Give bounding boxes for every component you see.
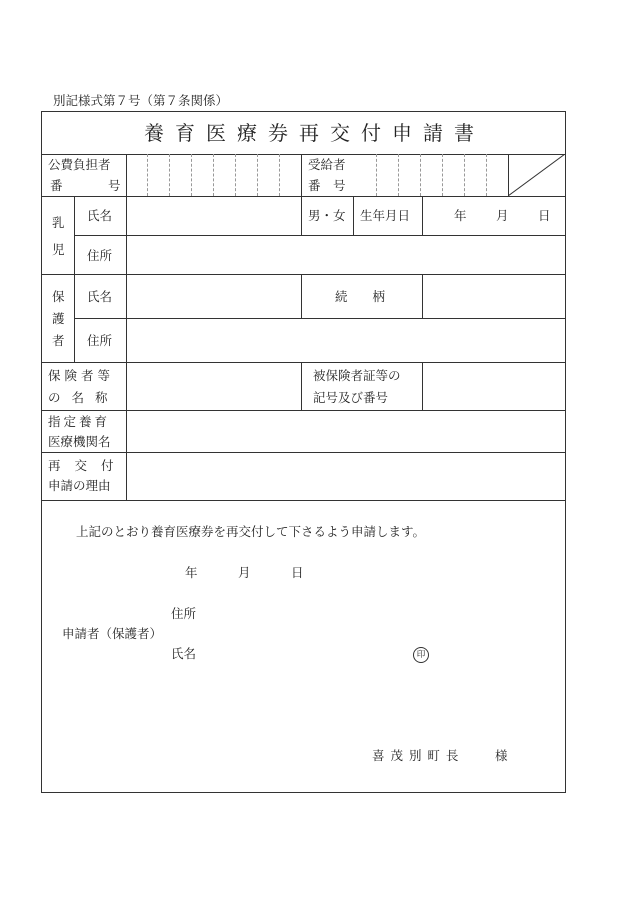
- applicant-address-label: 住所: [171, 606, 197, 621]
- insurance-cert-field[interactable]: [426, 366, 560, 406]
- guardian-label-1: 保: [52, 289, 65, 304]
- insurer-name-field[interactable]: [130, 366, 298, 406]
- infant-birthdate-label: 生年月日: [360, 208, 411, 223]
- seal-mark: [413, 645, 429, 663]
- form-line: [301, 274, 302, 318]
- form-line: [126, 154, 127, 500]
- public-burden-label-right: 号: [108, 178, 121, 193]
- birth-day-label: 日: [538, 208, 551, 223]
- form-line: [301, 362, 302, 410]
- application-statement: 上記のとおり養育医療券を再交付して下さるよう申請します。: [76, 524, 426, 539]
- digit-divider: [420, 154, 421, 196]
- guardian-name-label: 氏名: [87, 289, 113, 304]
- page-title: 養育医療券再交付申請書: [144, 121, 485, 145]
- infant-gender-option[interactable]: 男・女: [308, 208, 346, 223]
- guardian-name-field[interactable]: [130, 278, 298, 314]
- reason-field[interactable]: [130, 456, 560, 496]
- relation-field[interactable]: [426, 278, 560, 314]
- form-line: [42, 410, 565, 411]
- form-line: [74, 318, 565, 319]
- digit-divider: [257, 154, 258, 196]
- form-line: [42, 362, 565, 363]
- insurance-cert-label-bottom: 記号及び番号: [313, 390, 389, 405]
- digit-divider: [442, 154, 443, 196]
- insurance-cert-label-top: 被保険者証等の: [313, 368, 401, 383]
- addressee-suffix: 様: [495, 748, 508, 763]
- institution-label-bottom: 医療機関名: [48, 434, 111, 449]
- infant-name-field[interactable]: [130, 200, 298, 232]
- relation-label: 続 柄: [335, 289, 386, 304]
- applicant-label: 申請者（保護者）: [62, 626, 163, 641]
- form-line: [42, 196, 565, 197]
- seal-icon: 印: [413, 647, 429, 663]
- form-line: [42, 500, 565, 501]
- recipient-label-top: 受給者: [308, 157, 346, 172]
- applicant-name-label: 氏名: [171, 646, 197, 661]
- form-line: [42, 452, 565, 453]
- digit-divider: [169, 154, 170, 196]
- digit-divider: [147, 154, 148, 196]
- insurer-label-top: [48, 368, 120, 383]
- form-line: [42, 274, 565, 275]
- digit-divider: [464, 154, 465, 196]
- guardian-label-3: 者: [52, 333, 65, 348]
- form-caption: 別記様式第７号（第７条関係）: [53, 93, 229, 108]
- guardian-label-2: 護: [52, 311, 65, 326]
- digit-divider: [376, 154, 377, 196]
- apply-year-label: 年: [185, 565, 198, 580]
- reason-label-top: 再交付: [48, 458, 128, 473]
- digit-divider: [213, 154, 214, 196]
- digit-divider: [191, 154, 192, 196]
- form-line: [422, 274, 423, 318]
- institution-name-field[interactable]: [130, 414, 560, 448]
- public-burden-label-top: 公費負担者: [48, 157, 111, 172]
- apply-day-label: 日: [291, 565, 304, 580]
- infant-address-label: 住所: [87, 248, 113, 263]
- form-line: [422, 362, 423, 410]
- infant-label-bottom: 児: [52, 242, 65, 257]
- public-burden-label-left: 番: [50, 178, 63, 193]
- insurer-label-bottom: の名称: [48, 390, 119, 405]
- digit-divider: [486, 154, 487, 196]
- birth-year-label: 年: [454, 208, 467, 223]
- digit-divider: [279, 154, 280, 196]
- form-line: [74, 235, 565, 236]
- form-line: [301, 154, 302, 196]
- recipient-label-bottom: 番 号: [308, 178, 346, 193]
- form-line: [353, 196, 354, 235]
- digit-divider: [398, 154, 399, 196]
- infant-label-top: 乳: [52, 215, 65, 230]
- birth-month-label: 月: [496, 208, 509, 223]
- institution-label-top: 指定養育: [48, 414, 111, 429]
- digit-divider: [235, 154, 236, 196]
- form-line: [422, 196, 423, 235]
- diagonal-slash: [508, 154, 565, 196]
- infant-address-field[interactable]: [130, 239, 560, 271]
- insurer-label-top-text: 保険者等: [48, 368, 115, 383]
- form-line: [74, 196, 75, 362]
- reason-label-bottom: 申請の理由: [48, 478, 111, 493]
- guardian-address-label: 住所: [87, 333, 113, 348]
- infant-name-label: 氏名: [87, 208, 113, 223]
- form-line: [301, 196, 302, 235]
- guardian-address-field[interactable]: [130, 322, 560, 358]
- apply-month-label: 月: [238, 565, 251, 580]
- application-form: [41, 111, 566, 793]
- addressee-name: 喜 茂 別 町 長: [372, 748, 460, 763]
